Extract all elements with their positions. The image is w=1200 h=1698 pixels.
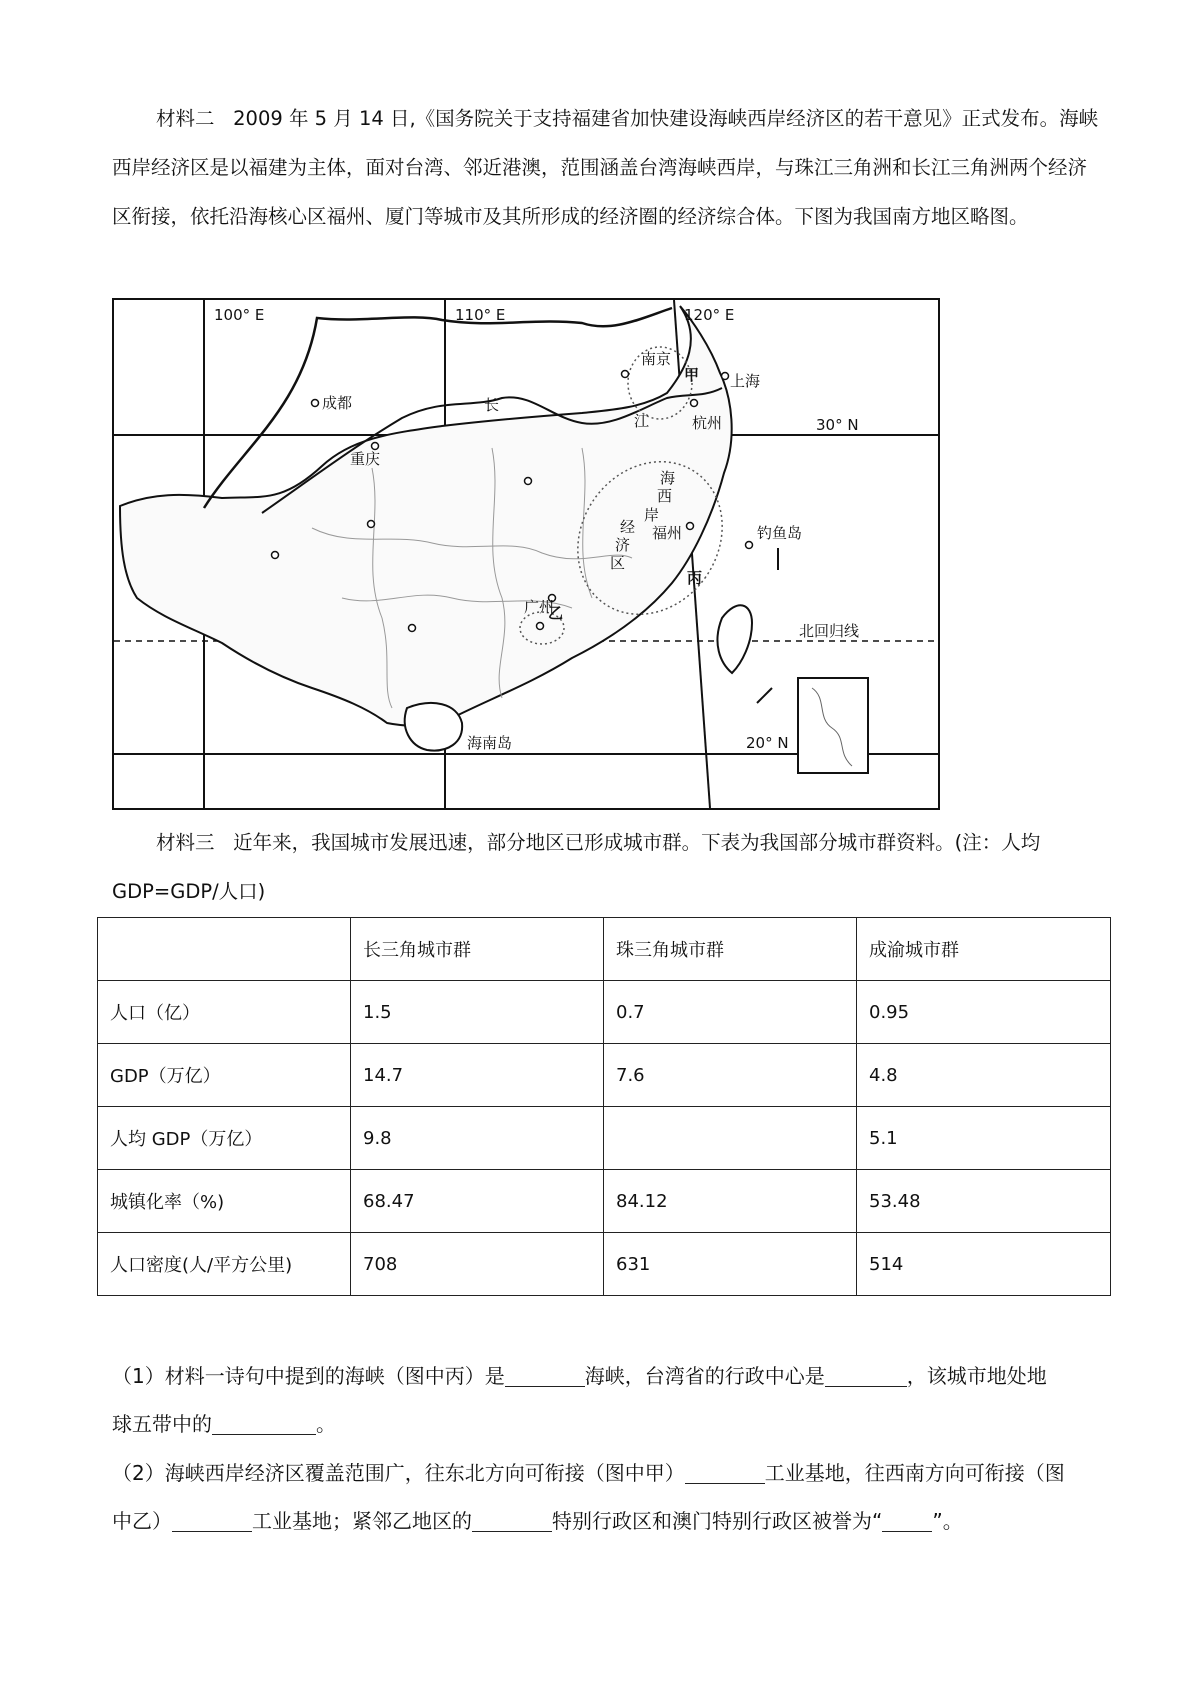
material2-lead: 材料二: [156, 107, 215, 130]
lat-label-30: 30° N: [816, 416, 859, 434]
table-cell: 514: [857, 1233, 1111, 1296]
table-cell: 0.7: [604, 981, 857, 1044]
material2-paragraph: [112, 94, 1102, 241]
lat-label-20: 20° N: [746, 734, 789, 752]
south-china-map: [112, 298, 940, 810]
table-cell: 城镇化率（%): [98, 1170, 351, 1233]
marker-bing: 丙: [687, 569, 703, 587]
table-header-cell: [98, 918, 351, 981]
table-cell: 708: [351, 1233, 604, 1296]
table-row: [98, 1233, 1111, 1296]
table-header-cell: 成渝城市群: [857, 918, 1111, 981]
table-header-row: [98, 918, 1111, 981]
q2-blank-sar[interactable]: [472, 1509, 552, 1532]
table-cell: 53.48: [857, 1170, 1111, 1233]
city-chengdu: 成都: [322, 394, 353, 412]
q2-text-d: 工业基地；紧邻乙地区的: [252, 1509, 472, 1533]
marker-jia: 甲: [684, 366, 700, 384]
table-cell: 4.8: [857, 1044, 1111, 1107]
city-chongqing: 重庆: [350, 450, 381, 468]
table-cell: GDP（万亿）: [98, 1044, 351, 1107]
svg-text:经: 经: [620, 518, 636, 536]
tropic-label: 北回归线: [799, 622, 860, 640]
material3-paragraph: [112, 818, 1102, 916]
city-shanghai: 上海: [730, 372, 761, 390]
river-char-2: 江: [634, 412, 650, 430]
q2-text-f: ”。: [932, 1509, 963, 1533]
lon-label-100: 100° E: [214, 306, 265, 324]
question-1: [112, 1352, 1112, 1448]
table-cell: 631: [604, 1233, 857, 1296]
q2-blank-jia[interactable]: [685, 1461, 765, 1484]
q1-text-d: 球五带中的: [112, 1412, 212, 1436]
table-cell: 0.95: [857, 981, 1111, 1044]
q1-text-c: ，该城市地处地: [906, 1364, 1047, 1388]
city-cluster-table: [97, 917, 1111, 1296]
q1-text-e: 。: [316, 1412, 336, 1436]
city-guangzhou: 广州: [524, 598, 555, 616]
material3-lead: 材料三: [156, 831, 215, 854]
q2-blank-nickname[interactable]: [882, 1509, 932, 1532]
river-char-1: 长: [484, 396, 500, 414]
table-cell: 人均 GDP（万亿）: [98, 1107, 351, 1170]
question-2: [112, 1449, 1112, 1545]
q1-text-a: （1）材料一诗句中提到的海峡（图中丙）是: [112, 1364, 505, 1388]
q2-text-a: （2）海峡西岸经济区覆盖范围广，往东北方向可衔接（图中甲）: [112, 1461, 685, 1485]
table-header-cell: 长三角城市群: [351, 918, 604, 981]
table-row: [98, 981, 1111, 1044]
table-cell: 84.12: [604, 1170, 857, 1233]
place-hainan: 海南岛: [467, 734, 513, 752]
svg-text:海: 海: [660, 469, 676, 487]
table-cell: 68.47: [351, 1170, 604, 1233]
q1-blank-strait[interactable]: [505, 1364, 585, 1387]
table-header-cell: 珠三角城市群: [604, 918, 857, 981]
table-cell: 7.6: [604, 1044, 857, 1107]
material2-text: 2009 年 5 月 14 日,《国务院关于支持福建省加快建设海峡西岸经济区的若干意见》正式发布。海峡西岸经济区是以福建为主体，面对台湾、邻近港澳，范围涵盖台湾海峡西岸，与珠江三角洲和长江三角洲两个经济区衔接，依托沿海核心区福州、厦门等城市及其所形成的经济圈的经济综合体。下图为我国南方地区略图。: [112, 107, 1099, 228]
svg-text:西: 西: [657, 487, 673, 505]
table-row: [98, 1107, 1111, 1170]
svg-text:区: 区: [610, 554, 626, 572]
city-nanjing: 南京: [641, 350, 672, 368]
table-cell: 人口（亿）: [98, 981, 351, 1044]
table-row: [98, 1044, 1111, 1107]
table-cell: 1.5: [351, 981, 604, 1044]
q2-text-b: 工业基地，往西南方向可衔接（图: [764, 1461, 1065, 1485]
q2-text-e: 特别行政区和澳门特别行政区被誉为“: [552, 1509, 883, 1533]
table-cell: 14.7: [351, 1044, 604, 1107]
table-row: [98, 1170, 1111, 1233]
q1-blank-zone[interactable]: [212, 1412, 316, 1435]
table-cell: 人口密度(人/平方公里): [98, 1233, 351, 1296]
q1-blank-capital[interactable]: [825, 1364, 907, 1387]
table-cell: [604, 1107, 857, 1170]
lon-label-120: 120° E: [684, 306, 735, 324]
q2-text-c: 中乙）: [112, 1509, 172, 1533]
svg-text:济: 济: [615, 536, 631, 554]
marker-yi: 乙: [548, 604, 564, 622]
lon-label-110: 110° E: [455, 306, 506, 324]
q2-blank-yi[interactable]: [172, 1509, 252, 1532]
q1-text-b: 海峡，台湾省的行政中心是: [584, 1364, 825, 1388]
material3-text: 近年来，我国城市发展迅速，部分地区已形成城市群。下表为我国部分城市群资料。(注：人均 GDP=GDP/人口): [112, 831, 1041, 903]
svg-text:岸: 岸: [644, 506, 660, 524]
place-diaoyu: 钓鱼岛: [757, 524, 803, 542]
table-cell: 5.1: [857, 1107, 1111, 1170]
table-cell: 9.8: [351, 1107, 604, 1170]
city-fuzhou: 福州: [652, 524, 683, 542]
city-hangzhou: 杭州: [692, 414, 723, 432]
